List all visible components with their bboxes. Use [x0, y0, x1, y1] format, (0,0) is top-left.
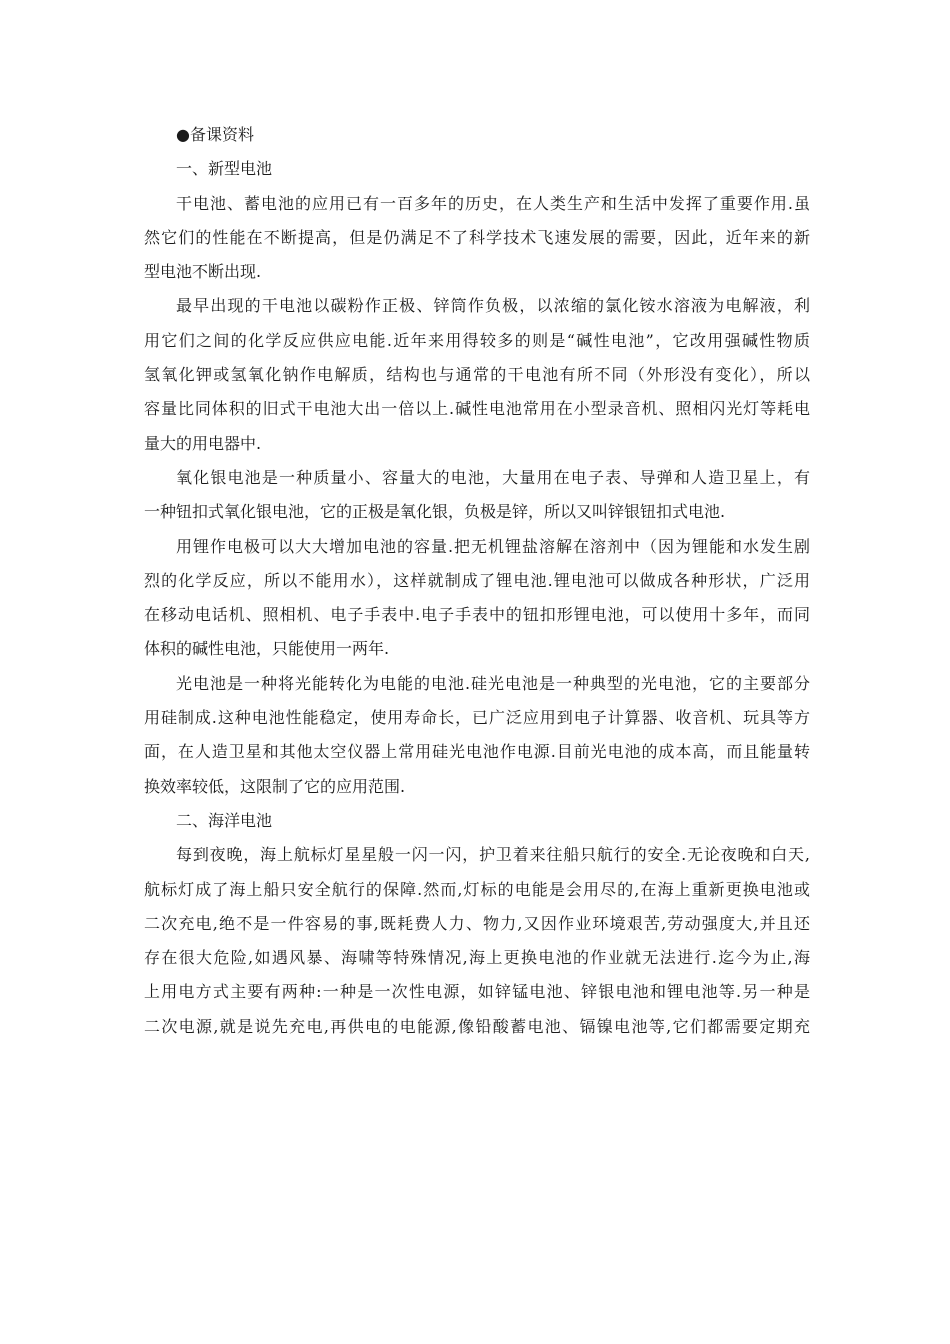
text-line: 最早出现的干电池以碳粉作正极、锌筒作负极，以浓缩的氯化铵水溶液为电解液，利 — [176, 296, 810, 316]
text-line: 型电池不断出现. — [144, 262, 262, 282]
text-line: 用它们之间的化学反应供应电能.近年来用得较多的则是“碱性电池”，它改用强碱性物质 — [144, 330, 810, 350]
text-line: 光电池是一种将光能转化为电能的电池.硅光电池是一种典型的光电池，它的主要部分 — [176, 673, 810, 693]
paragraph-silver-oxide-batteries — [144, 461, 810, 530]
doc-title: ●备课资料 — [176, 125, 254, 144]
text-line: 用硅制成.这种电池性能稳定，使用寿命长，已广泛应用到电子计算器、收音机、玩具等方 — [144, 708, 810, 728]
paragraph-lithium-batteries — [144, 530, 810, 667]
text-line: 一种钮扣式氧化银电池，它的正极是氧化银，负极是锌，所以又叫锌银钮扣式电池. — [144, 502, 726, 522]
paragraph-dry-batteries — [144, 187, 810, 290]
text-line: 航标灯成了海上船只安全航行的保障.然而,灯标的电能是会用尽的,在海上重新更换电池或 — [144, 879, 810, 899]
paragraph-ocean-batteries — [144, 838, 810, 1044]
text-line: 然它们的性能在不断提高，但是仍满足不了科学技术飞速发展的需要，因此，近年来的新 — [144, 227, 810, 247]
section-heading-new-batteries: 一、新型电池 — [176, 159, 273, 179]
text-line: 氢氧化钾或氢氧化钠作电解质，结构也与通常的干电池有所不同（外形没有变化），所以 — [144, 365, 810, 385]
text-line: 存在很大危险,如遇风暴、海啸等特殊情况,海上更换电池的作业就无法进行.迄今为止,海 — [144, 948, 810, 968]
paragraph-alkaline-batteries — [144, 289, 810, 460]
document-page — [144, 118, 810, 1044]
text-line: 氧化银电池是一种质量小、容量大的电池，大量用在电子表、导弹和人造卫星上，有 — [176, 467, 810, 487]
text-line: 换效率较低，这限制了它的应用范围. — [144, 776, 406, 796]
text-line: 干电池、蓄电池的应用已有一百多年的历史，在人类生产和生活中发挥了重要作用.虽 — [176, 193, 810, 213]
text-line: 二次电源,就是说先充电,再供电的电能源,像铅酸蓄电池、镉镍电池等,它们都需要定期充 — [144, 1016, 810, 1036]
text-line: 容量比同体积的旧式干电池大出一倍以上.碱性电池常用在小型录音机、照相闪光灯等耗电 — [144, 399, 810, 419]
text-line: 每到夜晚，海上航标灯星星般一闪一闪，护卫着来往船只航行的安全.无论夜晚和白天, — [176, 845, 810, 865]
paragraph-photovoltaic-batteries — [144, 667, 810, 804]
text-line: 量大的用电器中. — [144, 433, 262, 453]
text-line: 烈的化学反应，所以不能用水），这样就制成了锂电池.锂电池可以做成各种形状，广泛用 — [144, 570, 810, 590]
text-line: 体积的碱性电池，只能使用一两年. — [144, 639, 390, 659]
text-line: 二次充电,绝不是一件容易的事,既耗费人力、物力,又因作业环境艰苦,劳动强度大,并且还 — [144, 913, 810, 933]
section-heading-ocean-batteries: 二、海洋电池 — [176, 810, 273, 830]
text-line: 在移动电话机、照相机、电子手表中.电子手表中的钮扣形锂电池，可以使用十多年，而同 — [144, 605, 810, 625]
text-line: 上用电方式主要有两种:一种是一次性电源，如锌锰电池、锌银电池和锂电池等.另一种是 — [144, 982, 810, 1002]
text-line: 面，在人造卫星和其他太空仪器上常用硅光电池作电源.目前光电池的成本高，而且能量转 — [144, 742, 810, 762]
text-line: 用锂作电极可以大大增加电池的容量.把无机锂盐溶解在溶剂中（因为锂能和水发生剧 — [176, 536, 810, 556]
